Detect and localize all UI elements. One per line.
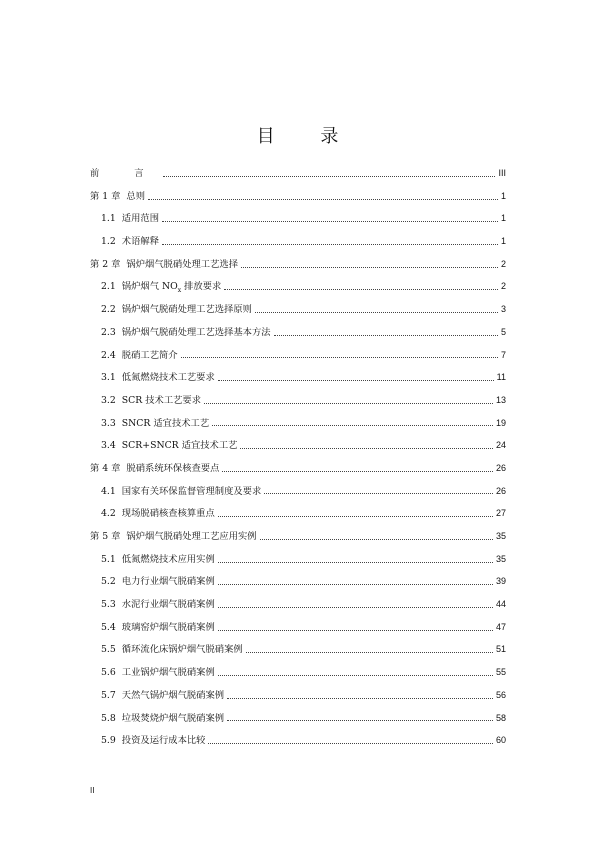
toc-entry-label: 脱硝工艺简介 (121, 349, 178, 361)
toc-entry-page: 26 (495, 485, 506, 496)
toc-entry-label: 总则 (126, 190, 146, 202)
toc-leader-dots (204, 403, 493, 404)
toc-entry-number: 3.1 (101, 372, 116, 384)
toc-entry-label: 锅炉烟气 $NO_x$ 排放要求 (121, 281, 222, 295)
toc-leader-dots (274, 335, 498, 336)
toc-entry[interactable] (90, 344, 516, 367)
toc-entry-label: 低氮燃烧技术工艺要求 (121, 372, 215, 384)
toc-entry-label: 电力行业烟气脱硝案例 (121, 576, 215, 588)
toc-entry-label: SCR+SNCR 适宜技术工艺 (121, 440, 238, 452)
toc-entry[interactable] (90, 684, 516, 707)
toc-entry-page: 27 (495, 508, 506, 519)
toc-entry-number: 1.2 (101, 236, 116, 248)
toc-entry[interactable] (90, 707, 516, 730)
toc-entry-number: 4.1 (101, 485, 116, 497)
toc-leader-dots (218, 584, 493, 585)
toc-entry-label: SCR 技术工艺要求 (121, 394, 202, 406)
toc-entry[interactable] (90, 412, 516, 435)
toc-entry-number: 4.2 (101, 508, 116, 520)
toc-entry-page: 60 (495, 735, 506, 746)
toc-entry-page: 51 (495, 644, 506, 655)
toc-entry-number: 5.4 (101, 621, 116, 633)
toc-entry-page: III (498, 168, 506, 178)
toc-entry-label: 玻璃窑炉烟气脱硝案例 (121, 621, 215, 633)
toc-entry-label: 天然气锅炉烟气脱硝案例 (121, 689, 225, 701)
toc-entry[interactable] (90, 525, 516, 548)
toc-leader-dots (246, 652, 493, 653)
toc-entry-label: SNCR 适宜技术工艺 (121, 417, 210, 429)
toc-entry-page: 19 (495, 417, 506, 428)
toc-entry-number: 2.4 (101, 349, 116, 361)
toc-entry[interactable] (90, 480, 516, 503)
toc-entry-number: 3.2 (101, 394, 116, 406)
toc-entry-label: 前 言 (90, 168, 160, 179)
toc-entry-number: 5.6 (101, 667, 116, 679)
toc-entry-page: 5 (500, 326, 506, 337)
toc-entry[interactable] (90, 457, 516, 480)
toc-entry-number: 1.1 (101, 213, 116, 225)
toc-leader-dots (260, 539, 493, 540)
toc-entry[interactable] (90, 729, 516, 752)
toc-entry[interactable] (90, 638, 516, 661)
toc-entry-label: 低氮燃烧技术应用实例 (121, 553, 215, 565)
toc-leader-dots (240, 448, 493, 449)
toc-entry-number: 5.9 (101, 735, 116, 747)
toc-entry[interactable] (90, 593, 516, 616)
toc-entry-page: 26 (495, 462, 506, 473)
toc-entry-number: 5.1 (101, 553, 116, 565)
toc-entry-number: 第 1 章 (90, 190, 121, 202)
toc-entry[interactable] (90, 570, 516, 593)
toc-entry-label: 循环流化床锅炉烟气脱硝案例 (121, 644, 243, 656)
toc-entry-number: 第 2 章 (90, 258, 121, 270)
toc-entry-page: 1 (500, 213, 506, 224)
toc-entry-page: 44 (495, 599, 506, 610)
toc-entry-label: 锅炉烟气脱硝处理工艺选择原则 (121, 304, 252, 316)
toc-entry-label: 锅炉烟气脱硝处理工艺应用实例 (126, 531, 257, 542)
toc-entry[interactable] (90, 366, 516, 389)
toc-entry-label: 投资及运行成本比较 (121, 735, 206, 747)
toc-entry-label: 水泥行业烟气脱硝案例 (121, 599, 215, 611)
toc-leader-dots (218, 380, 494, 381)
toc-entry-label: 脱硝系统环保核查要点 (126, 462, 220, 474)
toc-entry[interactable] (90, 661, 516, 684)
toc-entry[interactable] (90, 616, 516, 639)
toc-entry-page: 35 (495, 553, 506, 564)
toc-entry-number: 5.3 (101, 599, 116, 611)
toc-leader-dots (212, 425, 493, 426)
toc-leader-dots (218, 630, 493, 631)
toc-entry-page: 47 (495, 621, 506, 632)
toc-entry-page: 58 (495, 712, 506, 723)
toc-leader-dots (162, 221, 498, 222)
toc-entry-number: 5.7 (101, 689, 116, 701)
toc-entry-page: 24 (495, 440, 506, 451)
toc-leader-dots (163, 176, 496, 177)
toc-entry-page: 55 (495, 667, 506, 678)
toc-entry[interactable] (90, 389, 516, 412)
toc-entry-number: 5.8 (101, 712, 116, 724)
toc-leader-dots (162, 244, 498, 245)
toc-leader-dots (227, 720, 493, 721)
toc-entry-label: 工业锅炉烟气脱硝案例 (121, 667, 215, 679)
toc-leader-dots (222, 471, 493, 472)
toc-leader-dots (224, 289, 498, 290)
toc-entry[interactable] (90, 321, 516, 344)
page-title: 目 录 (256, 126, 359, 147)
toc-entry-label: 适用范围 (121, 213, 159, 225)
toc-leader-dots (241, 267, 498, 268)
toc-entry[interactable] (90, 275, 516, 298)
toc-leader-dots (148, 199, 498, 200)
toc-entry-page: 1 (500, 236, 506, 247)
toc-entry[interactable] (90, 253, 516, 276)
toc-entry-label: 术语解释 (121, 236, 159, 248)
toc-entry[interactable] (90, 230, 516, 253)
toc-entry-page: 13 (495, 394, 506, 405)
toc-entry[interactable] (90, 502, 516, 525)
toc-entry-page: 7 (500, 349, 506, 360)
toc-entry[interactable] (90, 298, 516, 321)
toc-entry-label: 现场脱硝核查核算重点 (121, 508, 215, 520)
toc-entry-number: 5.2 (101, 576, 116, 588)
toc-entry-label: 锅炉烟气脱硝处理工艺选择基本方法 (121, 326, 271, 338)
toc-leader-dots (218, 516, 493, 517)
toc-leader-dots (218, 675, 493, 676)
toc-entry-number: 2.2 (101, 304, 116, 316)
toc-entry-page: 11 (496, 372, 506, 383)
toc-leader-dots (227, 698, 493, 699)
table-of-contents (90, 162, 516, 752)
toc-leader-dots (208, 743, 493, 744)
toc-leader-dots (218, 562, 493, 563)
toc-entry-page: 2 (500, 258, 506, 269)
toc-entry-label: 锅炉烟气脱硝处理工艺选择 (126, 258, 238, 270)
toc-leader-dots (264, 493, 493, 494)
toc-entry[interactable] (90, 185, 516, 208)
toc-entry-number: 3.4 (101, 440, 116, 452)
toc-leader-dots (255, 312, 498, 313)
toc-entry-page: 3 (500, 304, 506, 315)
toc-entry-label: 国家有关环保监督管理制度及要求 (121, 485, 262, 497)
toc-entry-page: 1 (500, 190, 506, 201)
toc-entry[interactable] (90, 548, 516, 571)
toc-entry[interactable] (90, 434, 516, 457)
toc-entry-number: 2.1 (101, 281, 116, 293)
toc-entry-number: 5.5 (101, 644, 116, 656)
toc-entry-number: 第 5 章 (90, 531, 121, 542)
toc-leader-dots (218, 607, 493, 608)
toc-entry-page: 35 (495, 531, 506, 541)
toc-entry-number: 第 4 章 (90, 462, 121, 474)
toc-entry-label: 垃圾焚烧炉烟气脱硝案例 (121, 712, 225, 724)
toc-entry-number: 2.3 (101, 326, 116, 338)
toc-entry-page: 56 (495, 689, 506, 700)
toc-entry-page: 2 (500, 281, 506, 292)
toc-entry[interactable] (90, 207, 516, 230)
page-number: II (90, 786, 95, 795)
toc-entry[interactable] (90, 162, 516, 185)
toc-leader-dots (181, 357, 498, 358)
toc-entry-page: 39 (495, 576, 506, 587)
toc-entry-number: 3.3 (101, 417, 116, 429)
